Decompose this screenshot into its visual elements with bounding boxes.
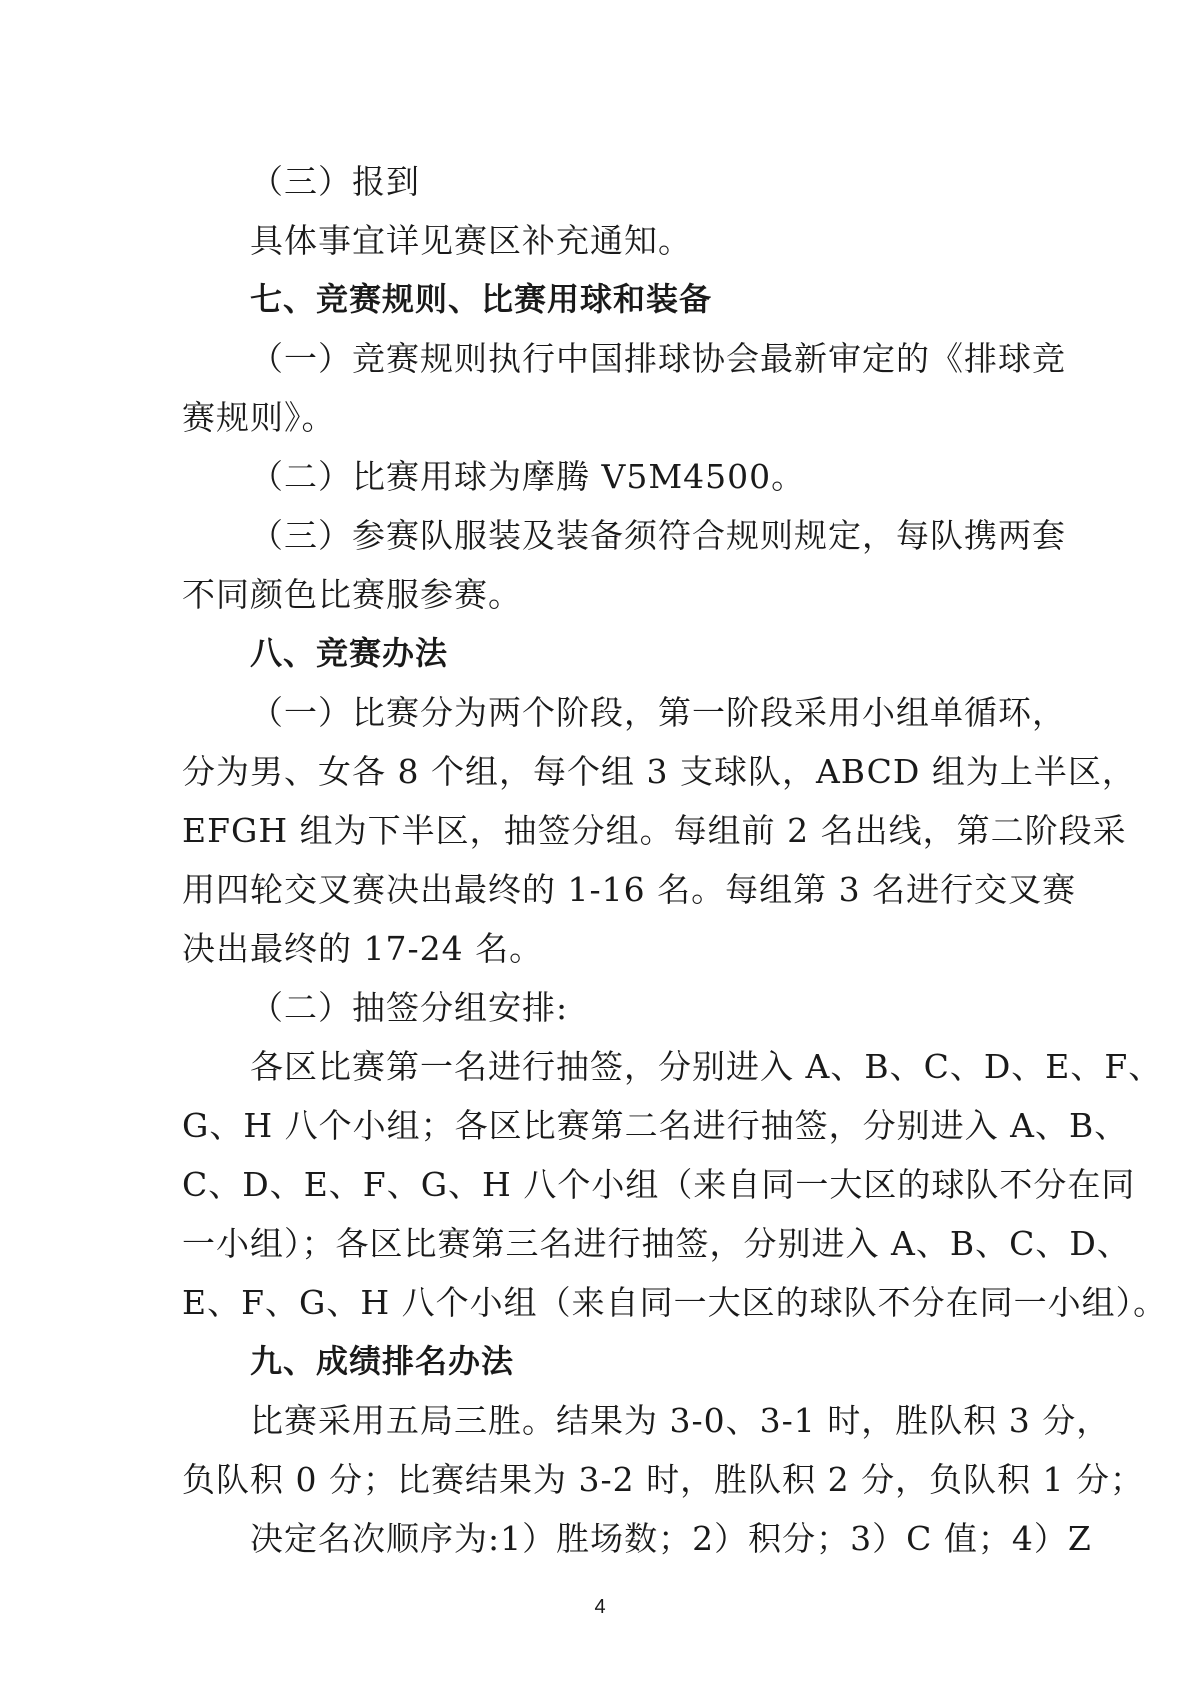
paragraph-line: 决定名次顺序为:1）胜场数；2）积分；3）C 值；4）Z <box>250 1519 1092 1558</box>
section-heading-ranking: 九、成绩排名办法 <box>250 1342 515 1380</box>
paragraph-line: （三）参赛队服装及装备须符合规则规定，每队携两套 <box>250 516 1066 555</box>
paragraph-line: 决出最终的 17-24 名。 <box>182 929 544 968</box>
paragraph-line: 具体事宜详见赛区补充通知。 <box>250 221 692 260</box>
subsection-heading-draw: （二）抽签分组安排: <box>250 988 569 1027</box>
paragraph-line: 负队积 0 分；比赛结果为 3-2 时，胜队积 2 分，负队积 1 分； <box>182 1460 1145 1499</box>
page-number: 4 <box>594 1596 606 1618</box>
section-heading-competition-method: 八、竞赛办法 <box>250 634 449 672</box>
paragraph-line: EFGH 组为下半区，抽签分组。每组前 2 名出线，第二阶段采 <box>182 811 1127 850</box>
paragraph-line: 用四轮交叉赛决出最终的 1-16 名。每组第 3 名进行交叉赛 <box>182 870 1077 909</box>
paragraph-line: 不同颜色比赛服参赛。 <box>182 575 522 614</box>
section-heading-rules: 七、竞赛规则、比赛用球和装备 <box>250 280 713 318</box>
paragraph-line: G、H 八个小组；各区比赛第二名进行抽签，分别进入 A、B、 <box>182 1106 1129 1145</box>
paragraph-line: 比赛采用五局三胜。结果为 3-0、3-1 时，胜队积 3 分， <box>250 1401 1111 1440</box>
paragraph-line: 各区比赛第一名进行抽签，分别进入 A、B、C、D、E、F、 <box>250 1047 1163 1086</box>
paragraph-line: 分为男、女各 8 个组，每个组 3 支球队，ABCD 组为上半区， <box>182 752 1136 791</box>
paragraph-line: E、F、G、H 八个小组（来自同一大区的球队不分在同一小组）。 <box>182 1283 1168 1322</box>
subsection-heading-registration: （三）报到 <box>250 162 420 201</box>
paragraph-line: （二）比赛用球为摩腾 V5M4500。 <box>250 457 806 496</box>
paragraph-line: （一）竞赛规则执行中国排球协会最新审定的《排球竞 <box>250 339 1066 378</box>
paragraph-line: 一小组）；各区比赛第三名进行抽签，分别进入 A、B、C、D、 <box>182 1224 1131 1263</box>
document-body <box>182 152 1168 1568</box>
paragraph-line: （一）比赛分为两个阶段，第一阶段采用小组单循环， <box>250 693 1066 732</box>
paragraph-line: C、D、E、F、G、H 八个小组（来自同一大区的球队不分在同 <box>182 1165 1136 1204</box>
paragraph-line: 赛规则》。 <box>182 398 336 437</box>
